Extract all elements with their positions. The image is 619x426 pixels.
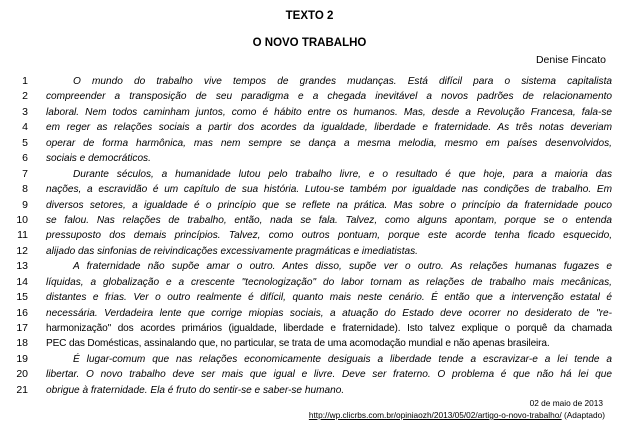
text-line [6, 151, 612, 166]
line-number: 8 [22, 183, 28, 196]
text-line [6, 383, 612, 398]
line-number: 16 [16, 306, 28, 319]
text-line [6, 74, 612, 89]
line-text: em reger as relações sociais a partir dos acordes da igualdade, liberdade e fraternidade. As três notas deveriam [46, 122, 612, 134]
line-number: 14 [16, 275, 28, 288]
line-number: 10 [16, 213, 28, 226]
text-line [6, 290, 612, 305]
text-line [6, 259, 612, 274]
line-text: líquidas, a globalização e a crescente "tecnologização" do labor tornam as relações de trabalho mais mecânicas, [46, 276, 612, 288]
text-line [6, 89, 612, 104]
text-line [6, 306, 612, 321]
line-number: 4 [22, 121, 28, 134]
line-number: 18 [16, 337, 28, 350]
line-text: harmonização" dos acordes primários (igualdade, liberdade e fraternidade). Isto talvez explique o porquê da chamada [46, 323, 612, 334]
line-number: 19 [16, 352, 28, 365]
line-text: compreender a transposição de seu paradigma e a chegada inevitável a novos padrões de relacionamento [46, 91, 612, 103]
line-number: 2 [22, 90, 28, 103]
line-text: alijado das sinfonias de reivindicações excessivamente pragmáticas e imediatistas. [46, 245, 418, 257]
line-text: libertar. O novo trabalho deve ser mais que igual e livre. Deve ser fraterno. O problema é que não há lei que [46, 369, 612, 381]
line-number: 20 [16, 368, 28, 381]
text-line [6, 244, 612, 259]
line-text: A fraternidade não supõe amar o outro. Antes disso, supõe ver o outro. As relações humanas fugazes e [73, 261, 612, 273]
line-number: 1 [22, 75, 28, 87]
text-line [6, 182, 612, 197]
author-name: Denise Fincato [535, 54, 606, 66]
source-note: (Adaptado) [561, 410, 605, 420]
page-title: O NOVO TRABALHO [252, 37, 367, 49]
line-number: 7 [22, 167, 28, 180]
line-text: É lugar-comum que nas relações economicamente desiguais a liberdade tende a escravizar-e a lei tende a [73, 353, 612, 365]
line-text: O mundo do trabalho vive tempos de grandes mudanças. Está difícil para o sistema capitalista [73, 76, 612, 87]
line-text: PEC das Domésticas, assinalando que, no particular, se trata de uma acomodação mundial e não apenas brasileira. [46, 338, 550, 350]
text-line [6, 120, 612, 135]
text-line [6, 136, 612, 151]
text-line [6, 352, 612, 367]
text-line [6, 228, 612, 243]
line-number: 12 [16, 244, 28, 257]
line-number: 9 [22, 198, 28, 211]
text-line [6, 336, 612, 351]
source-link[interactable]: http://wp.clicrbs.com.br/opiniaozh/2013/05/02/artigo-o-novo-trabalho/ [308, 410, 562, 420]
line-text: pressuposto dos demais princípios. Talvez, como outros pontuam, porque este acorde tenha ficado esquecido, [46, 230, 612, 242]
line-text: obrigue à fraternidade. Ela é fruto do sentir-se e saber-se humano. [46, 384, 345, 396]
line-number: 13 [16, 260, 28, 273]
source-citation [309, 410, 605, 421]
line-text: sociais e democráticos. [46, 153, 151, 165]
line-number: 17 [16, 322, 28, 334]
line-text: nações, a escravidão é um capítulo de sua história. Lutou-se também por igualdade nas condições de trabalho. Em [46, 184, 612, 196]
text-line [6, 321, 612, 336]
line-number: 5 [22, 136, 28, 149]
line-text: laboral. Nem todos caminham juntos, como é hábito entre os humanos. Mas, desde a Revolução Francesa, fala-se [46, 106, 612, 118]
line-text: se falou. Nas relações de trabalho, então, nada se fala. Talvez, como alguns apontam, porque se o entenda [46, 214, 612, 226]
text-label: TEXTO 2 [285, 10, 334, 22]
line-number: 3 [22, 105, 28, 118]
line-text: operar de forma harmônica, mas nem sempre se dança a mesma melodia, mesmo em países desenvolvidos, [46, 137, 612, 149]
text-line [6, 213, 612, 228]
text-line [6, 198, 612, 213]
line-number: 15 [16, 291, 28, 304]
line-text: diversos setores, a igualdade é o princípio que se reflete na prática. Mas sobre o princípio da fraternidade pouco [46, 199, 612, 211]
line-number: 11 [17, 229, 28, 242]
line-text: necessária. Verdadeira lente que corrige miopias sociais, a atuação do Estado deve ocorrer no desiderato de "re- [46, 307, 612, 319]
text-line [6, 367, 612, 382]
line-text: Durante séculos, a humanidade lutou pelo trabalho livre, e o resultado é que hoje, para a maioria das [73, 168, 612, 180]
text-line [6, 105, 612, 120]
line-text: distantes e frias. Ver o outro realmente é difícil, quanto mais neste cenário. É então que a intervenção estatal é [46, 292, 612, 304]
line-number: 21 [16, 383, 28, 396]
line-number: 6 [22, 152, 28, 165]
text-line [6, 167, 612, 182]
publication-date: 02 de maio de 2013 [529, 398, 603, 408]
text-line [6, 275, 612, 290]
article-body [6, 74, 612, 398]
